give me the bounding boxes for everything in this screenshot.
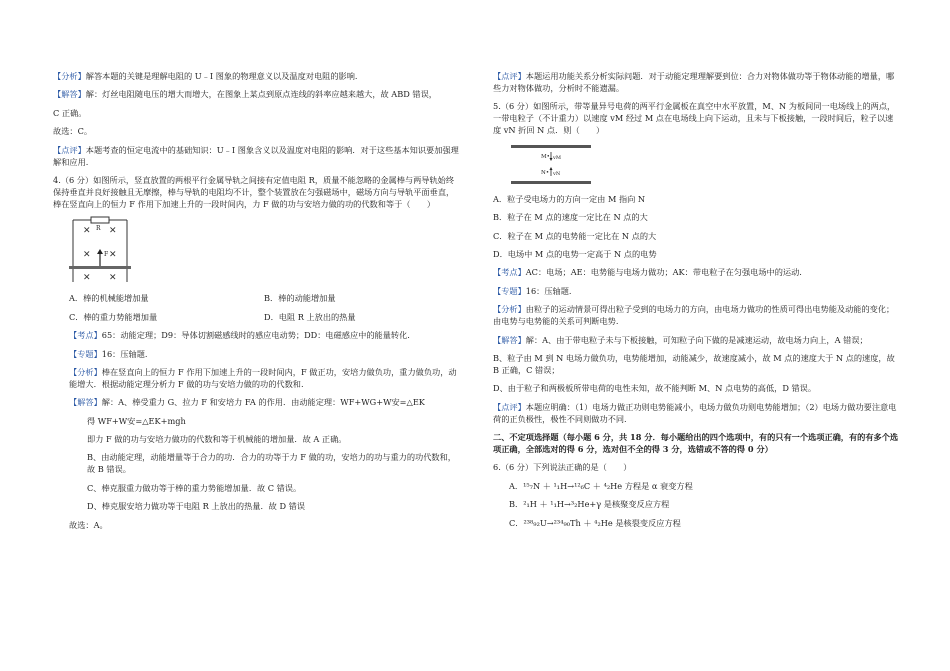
q4-options-row1: [53, 292, 459, 304]
field-cross: ✕: [83, 226, 91, 237]
field-cross: ✕: [109, 250, 117, 261]
field-cross: ✕: [83, 250, 91, 261]
q4-answer: 【解答】解：A、棒受重力 G、拉力 F 和安培力 FA 的作用．由动能定理：WF+WG+W安=△EK: [69, 397, 425, 408]
q4-option-b: B．棒的动能增加量: [264, 293, 336, 304]
rail-circuit-figure: [69, 216, 131, 286]
q5-answer-line: B、粒子由 M 到 N 电场力做负功，电势能增加，动能减少，故速度减小，故 M 点的速度大于 N 点的速度，故 B 正确，C 错误；: [493, 352, 895, 375]
q5-stem: 5.（6 分）如图所示，带等量异号电荷的两平行金属板在真空中水平放置，M、N 为板间同一电场线上的两点，一带电粒子（不计重力）以速度 vM 经过 M 点在电场线上向下运动，且未与下板接触，一段时间后，粒子以速度 vN 折回 N 点．则（ ）: [493, 101, 896, 136]
q6-stem: 6.（6 分）下列说法正确的是（ ）: [493, 462, 632, 473]
q6-option-c: C．²³⁸₉₂U→²³⁴₉₀Th ＋ ⁴₂He 是核裂变反应方程: [509, 517, 681, 528]
q3-answer: 【解答】解：灯丝电阻随电压的增大而增大，在图象上某点到原点连线的斜率应越来越大，故 ABD 错误，: [53, 89, 437, 100]
right-column: [493, 70, 899, 535]
q6-option-a: A．¹⁵₇N ＋ ¹₁H→¹²₆C ＋ ⁴₂He 方程是 α 衰变方程: [509, 480, 693, 491]
q4-answer-line: 即力 F 做的功与安培力做功的代数和等于机械能的增加量．故 A 正确。: [87, 434, 347, 445]
q4-option-a: A．棒的机械能增加量: [69, 293, 149, 304]
field-cross: ✕: [109, 226, 117, 237]
q4-kaodian: 【考点】65：动能定理；D9：导体切割磁感线时的感应电动势；DD：电磁感应中的能量转化.: [69, 330, 410, 341]
point-m-label: M•: [541, 153, 550, 160]
resistor: [91, 217, 109, 223]
q4-options-row2: [53, 311, 459, 323]
kaodian-tag: 【考点】: [493, 267, 526, 278]
zhuanti-tag: 【专题】: [493, 285, 526, 296]
analysis-tag: 【分析】: [53, 71, 86, 81]
q3-choice: 故选：C。: [53, 126, 93, 137]
q5-zhuanti: 【专题】16：压轴题.: [493, 285, 572, 296]
answer-tag: 【解答】: [493, 334, 526, 345]
q5-kaodian: 【考点】AC：电场；AE：电势能与电场力做功；AK：带电粒子在匀强电场中的运动.: [493, 267, 802, 278]
zhuanti-tag: 【专题】: [69, 348, 102, 359]
q5-option-b: B．粒子在 M 点的速度一定比在 N 点的大: [493, 212, 648, 223]
comment-tag: 【点评】: [493, 71, 526, 81]
capacitor-plates-figure: [509, 143, 593, 187]
q5-option-a: A．粒子受电场力的方向一定由 M 指向 N: [493, 193, 646, 204]
force-label: F: [104, 251, 109, 259]
kaodian-tag: 【考点】: [69, 330, 102, 341]
q4-answer-line: 得 WF+W安=△EK+mgh: [87, 415, 186, 426]
upper-plate: [511, 145, 591, 148]
answer-tag: 【解答】: [53, 89, 86, 100]
q4-analysis: 【分析】棒在竖直向上的恒力 F 作用下加速上升的一段时间内，F 做正功，安培力做负功，重力做负功，动能增大．根据动能定理分析力 F 做的功与安培力做的功的代数和.: [69, 366, 457, 389]
q4-stem: 4.（6 分）如图所示，竖直放置的两根平行金属导轨之间接有定值电阻 R，质量不能忽略的金属棒与两导轨始终保持垂直并良好接触且无摩擦，棒与导轨的电阻均不计，整个装置放在匀强磁场中，磁场方向与导轨平面垂直，棒在竖直向上的恒力 F 作用下加速上升的一段时间内，力 F 做的功与安培力做的功的代数和等于（ ）: [53, 174, 455, 209]
q3-answer-line: C 正确。: [53, 107, 87, 118]
metal-rod: [69, 266, 131, 269]
q5-analysis: 【分析】由粒子的运动情景可得出粒子受到的电场力的方向，由电场力做功的性质可得出电势能及动能的变化；由电势与电势能的关系可判断电势.: [493, 304, 895, 327]
lower-plate: [511, 181, 591, 184]
resistor-label: R: [96, 225, 101, 233]
analysis-tag: 【分析】: [69, 366, 102, 377]
point-n-label: N•: [541, 169, 550, 176]
q4-zhuanti: 【专题】16：压轴题.: [69, 348, 148, 359]
q4-option-d: D．电阻 R 上放出的热量: [264, 311, 356, 322]
velocity-m-label: vM: [553, 154, 561, 161]
q3-analysis: 【分析】解答本题的关键是理解电阻的 U﹣I 图象的物理意义以及温度对电阻的影响.: [53, 71, 358, 81]
q5-comment: 【点评】本题应明确：（1）电场力做正功则电势能减小，电场力做负功则电势能增加；（2）电场力做功要注意电荷的正负极性，极性不同则做功不同.: [493, 401, 897, 424]
field-cross: ✕: [83, 273, 91, 284]
section-2-heading: 二、不定项选择题（每小题 6 分，共 18 分．每小题给出的四个选项中，有的只有一个选项正确，有的有多个选项正确，全部选对的得 6 分，选对但不全的得 3 分，选错或不答的得 0 分）: [493, 432, 899, 455]
field-cross: ✕: [109, 273, 117, 284]
analysis-tag: 【分析】: [493, 304, 526, 315]
q5-option-c: C．粒子在 M 点的电势能一定比在 N 点的大: [493, 230, 657, 241]
q4-option-c: C．棒的重力势能增加量: [69, 311, 158, 322]
q4-choice: 故选：A。: [69, 519, 108, 530]
q5-option-d: D．电场中 M 点的电势一定高于 N 点的电势: [493, 248, 657, 259]
q3-comment: 【点评】本题考查的恒定电流中的基础知识：U﹣I 图象含义以及温度对电阻的影响．对于这些基本知识要加强理解和应用.: [53, 144, 459, 167]
q4-answer-line: C、棒克服重力做功等于棒的重力势能增加量．故 C 错误。: [87, 482, 302, 493]
q5-answer-line: D、由于粒子和两极板所带电荷的电性未知，故不能判断 M、N 点电势的高低，D 错误。: [493, 383, 817, 394]
q5-answer: 【解答】解：A、由于带电粒子未与下板接触，可知粒子向下做的是减速运动，故电场力向上，A 错误；: [493, 334, 868, 345]
q4-comment: 【点评】本题运用功能关系分析实际问题．对于动能定理理解要到位：合力对物体做功等于物体动能的增量，哪些力对物体做功，分析时不能遗漏。: [493, 71, 895, 93]
velocity-n-label: vN: [553, 170, 561, 177]
q6-option-b: B．²₁H ＋ ¹₁H→³₂He+γ 是核聚变反应方程: [509, 499, 670, 510]
comment-tag: 【点评】: [493, 401, 526, 412]
q4-answer-line: B、由动能定理，动能增量等于合力的功．合力的功等于力 F 做的功，安培力的功与重力的功代数和，故 B 错误。: [87, 452, 456, 475]
q4-answer-line: D、棒克服安培力做功等于电阻 R 上放出的热量．故 D 错误: [87, 501, 306, 512]
comment-tag: 【点评】: [53, 144, 86, 155]
left-column: [53, 70, 459, 537]
answer-tag: 【解答】: [69, 397, 102, 408]
